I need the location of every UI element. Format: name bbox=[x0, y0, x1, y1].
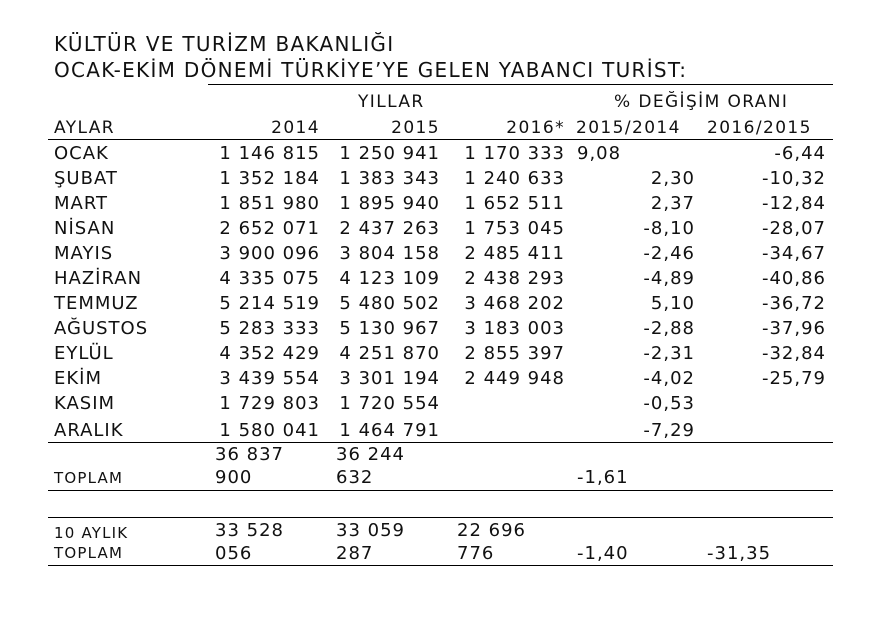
value-2015-cell: 5 480 502 bbox=[339, 293, 440, 314]
month-cell: EYLÜL bbox=[54, 343, 114, 364]
month-cell: TEMMUZ bbox=[54, 293, 139, 314]
ten-month-bottom-rule bbox=[48, 565, 833, 566]
value-2016-cell: 2 855 397 bbox=[464, 343, 565, 364]
ten-month-2015-line-1: 33 059 bbox=[336, 520, 405, 541]
total-2015-line-1: 36 244 bbox=[336, 444, 405, 465]
total-label: TOPLAM bbox=[54, 469, 124, 487]
value-2015-cell: 3 301 194 bbox=[339, 368, 440, 389]
change-2015-2014-cell: -7,29 bbox=[643, 420, 695, 441]
month-cell: HAZİRAN bbox=[54, 268, 143, 289]
month-cell: MAYIS bbox=[54, 243, 114, 264]
value-2016-cell: 2 449 948 bbox=[464, 368, 565, 389]
value-2014-cell: 1 851 980 bbox=[219, 193, 320, 214]
change-2015-2014-cell: 9,08 bbox=[577, 143, 622, 164]
ten-month-2015-line-2: 287 bbox=[336, 543, 374, 564]
value-2014-cell: 3 439 554 bbox=[219, 368, 320, 389]
value-2014-cell: 4 335 075 bbox=[219, 268, 320, 289]
value-2016-cell: 3 468 202 bbox=[464, 293, 565, 314]
total-change-2015-2014: -1,61 bbox=[577, 467, 629, 488]
ten-month-label-2: TOPLAM bbox=[54, 544, 124, 562]
value-2015-cell: 4 251 870 bbox=[339, 343, 440, 364]
value-2015-cell: 2 437 263 bbox=[339, 218, 440, 239]
change-2016-2015-cell: -32,84 bbox=[761, 343, 826, 364]
value-2016-cell: 1 170 333 bbox=[464, 143, 565, 164]
value-2014-cell: 4 352 429 bbox=[219, 343, 320, 364]
value-2014-cell: 1 352 184 bbox=[219, 168, 320, 189]
change-2016-2015-cell: -12,84 bbox=[761, 193, 826, 214]
change-2016-2015-cell: -36,72 bbox=[761, 293, 826, 314]
value-2014-cell: 5 214 519 bbox=[219, 293, 320, 314]
value-2015-cell: 1 895 940 bbox=[339, 193, 440, 214]
ten-month-2016-line-1: 22 696 bbox=[457, 520, 526, 541]
change-2015-2014-cell: 2,30 bbox=[650, 168, 695, 189]
total-2014-line-2: 900 bbox=[215, 467, 253, 488]
value-2016-cell: 1 652 511 bbox=[464, 193, 565, 214]
change-2015-2014-cell: 2,37 bbox=[650, 193, 695, 214]
change-2015-2014-cell: -2,88 bbox=[643, 318, 695, 339]
value-2015-cell: 1 250 941 bbox=[339, 143, 440, 164]
change-2016-2015-cell: -37,96 bbox=[761, 318, 826, 339]
total-top-rule bbox=[48, 442, 833, 443]
change-2015-2014-cell: -4,89 bbox=[643, 268, 695, 289]
change-2016-2015-cell: -28,07 bbox=[761, 218, 826, 239]
month-cell: ŞUBAT bbox=[54, 168, 118, 189]
value-2015-cell: 1 464 791 bbox=[339, 420, 440, 441]
header-months: AYLAR bbox=[54, 118, 115, 138]
value-2016-cell: 3 183 003 bbox=[464, 318, 565, 339]
change-2015-2014-cell: 5,10 bbox=[650, 293, 695, 314]
header-years: YILLAR bbox=[358, 92, 425, 112]
value-2015-cell: 5 130 967 bbox=[339, 318, 440, 339]
value-2014-cell: 1 146 815 bbox=[219, 143, 320, 164]
total-2014-line-1: 36 837 bbox=[215, 444, 284, 465]
change-2015-2014-cell: -2,46 bbox=[643, 243, 695, 264]
header-change-2016-2015: 2016/2015 bbox=[707, 118, 812, 138]
change-2015-2014-cell: -8,10 bbox=[643, 218, 695, 239]
value-2014-cell: 1 580 041 bbox=[219, 420, 320, 441]
header-bottom-rule bbox=[48, 139, 833, 140]
ten-month-2016-line-2: 776 bbox=[457, 543, 495, 564]
change-2016-2015-cell: -10,32 bbox=[761, 168, 826, 189]
month-cell: MART bbox=[54, 193, 109, 214]
value-2015-cell: 1 720 554 bbox=[339, 393, 440, 414]
month-cell: ARALIK bbox=[54, 420, 124, 441]
title-line-1: KÜLTÜR VE TURİZM BAKANLIĞI bbox=[54, 32, 395, 56]
value-2015-cell: 1 383 343 bbox=[339, 168, 440, 189]
month-cell: EKİM bbox=[54, 368, 103, 389]
change-2016-2015-cell: -40,86 bbox=[761, 268, 826, 289]
header-rule bbox=[208, 84, 833, 85]
change-2015-2014-cell: -4,02 bbox=[643, 368, 695, 389]
total-2015-line-2: 632 bbox=[336, 467, 374, 488]
title-line-2: OCAK-EKİM DÖNEMİ TÜRKİYE’YE GELEN YABANCI TURİST: bbox=[54, 58, 688, 82]
header-change-2015-2014: 2015/2014 bbox=[576, 118, 681, 138]
ten-month-2014-line-1: 33 528 bbox=[215, 520, 284, 541]
value-2014-cell: 5 283 333 bbox=[219, 318, 320, 339]
change-2015-2014-cell: -2,31 bbox=[643, 343, 695, 364]
header-2014: 2014 bbox=[271, 118, 320, 138]
value-2014-cell: 1 729 803 bbox=[219, 393, 320, 414]
change-2016-2015-cell: -6,44 bbox=[774, 143, 826, 164]
ten-month-2014-line-2: 056 bbox=[215, 543, 253, 564]
value-2016-cell: 2 485 411 bbox=[464, 243, 565, 264]
month-cell: KASIM bbox=[54, 393, 116, 414]
ten-month-change-2015-2014: -1,40 bbox=[577, 543, 629, 564]
value-2015-cell: 3 804 158 bbox=[339, 243, 440, 264]
value-2016-cell: 2 438 293 bbox=[464, 268, 565, 289]
ten-month-label-1: 10 AYLIK bbox=[54, 524, 129, 542]
month-cell: NİSAN bbox=[54, 218, 116, 239]
month-cell: AĞUSTOS bbox=[54, 318, 149, 339]
value-2014-cell: 2 652 071 bbox=[219, 218, 320, 239]
ten-month-change-2016-2015: -31,35 bbox=[707, 543, 772, 564]
value-2014-cell: 3 900 096 bbox=[219, 243, 320, 264]
header-change: % DEĞİŞİM ORANI bbox=[614, 92, 789, 112]
total-bottom-rule bbox=[48, 490, 833, 491]
change-2016-2015-cell: -25,79 bbox=[761, 368, 826, 389]
ten-month-top-rule bbox=[48, 517, 833, 518]
change-2016-2015-cell: -34,67 bbox=[761, 243, 826, 264]
header-2015: 2015 bbox=[391, 118, 440, 138]
value-2015-cell: 4 123 109 bbox=[339, 268, 440, 289]
value-2016-cell: 1 753 045 bbox=[464, 218, 565, 239]
value-2016-cell: 1 240 633 bbox=[464, 168, 565, 189]
change-2015-2014-cell: -0,53 bbox=[643, 393, 695, 414]
header-2016: 2016* bbox=[506, 118, 565, 138]
month-cell: OCAK bbox=[54, 143, 109, 164]
